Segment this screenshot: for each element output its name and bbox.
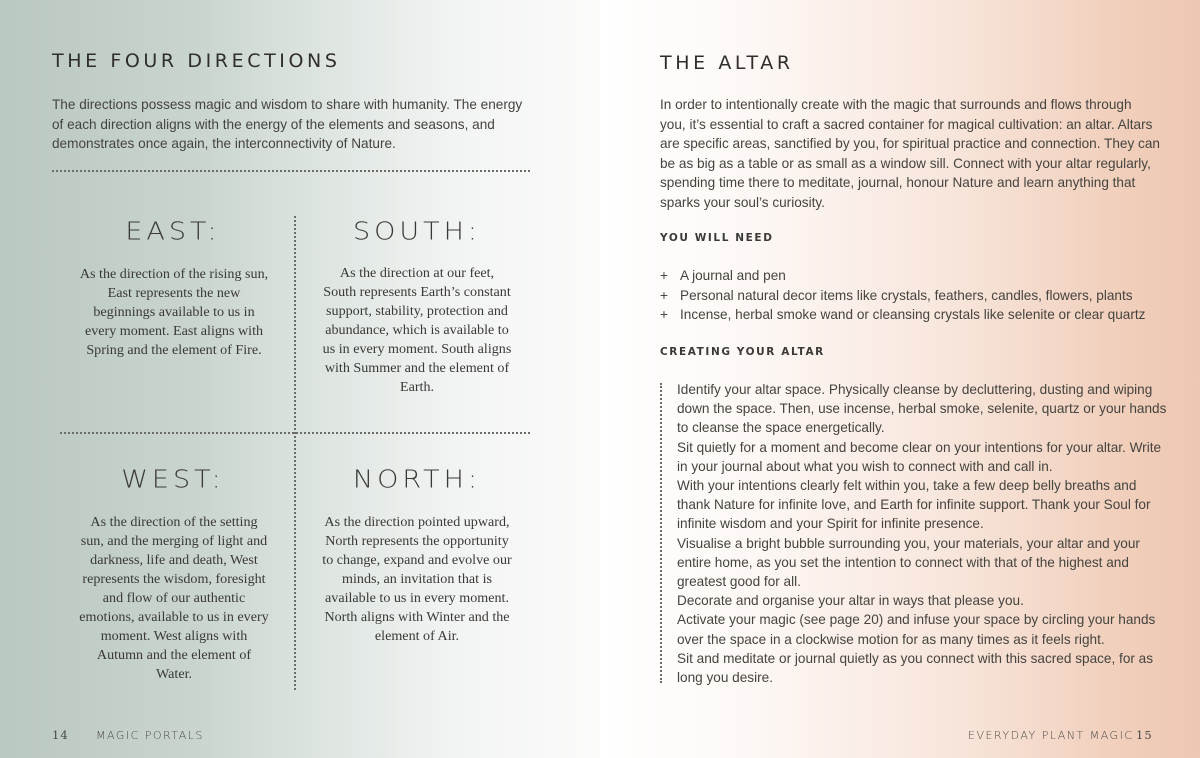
list-item-text: A journal and pen: [680, 268, 786, 283]
south-title: SOUTH:: [352, 217, 482, 246]
divider-top-rule: [52, 170, 530, 172]
creating-your-altar-heading: CREATING YOUR ALTAR: [660, 346, 825, 358]
south-text: As the direction at our feet, South represents Earth’s constant support, stability, protection and abundance, which is available to us in every moment. South aligns with Summer and the element of Earth.: [322, 265, 512, 395]
list-item: Visualise a bright bubble surrounding you, your materials, your altar and your entire home, as you set the intention to connect with that of the highest and greatest good for all.: [677, 535, 1140, 590]
list-item: [660, 266, 1170, 286]
list-item: [660, 286, 1170, 306]
right-page: [600, 0, 1200, 758]
four-directions-title: THE FOUR DIRECTIONS: [52, 50, 341, 72]
altar-intro: In order to intentionally create with the magic that surrounds and flows through you, it’s essential to craft a sacred container for magical cultivation: an altar. Altars are specific areas, sanctified by you, for spiritual practice and connection. They can be as big as a table or as small as a window sill. Connect with your altar regularly, spending time there to meditate, journal, honour Nature and learn anything that sparks your soul’s curiosity.: [660, 97, 1160, 210]
north-title: NORTH:: [352, 465, 482, 494]
list-item: With your intentions clearly felt within you, take a few deep belly breaths and thank Nature for infinite love, and Earth for infinite support. Thank your Soul for infinite wisdom and your Spirit for infinite presence.: [677, 478, 1151, 532]
you-will-need-heading: YOU WILL NEED: [660, 232, 774, 244]
list-item: Sit and meditate or journal quietly as you connect with this sacred space, for as long you desire.: [677, 650, 1154, 686]
left-running-head: MAGIC PORTALS: [96, 729, 204, 742]
list-item: Sit quietly for a moment and become clear on your intentions for your altar. Write in your journal about what you wish to connect with and call in.: [677, 439, 1162, 474]
list-item: [660, 305, 1170, 325]
right-page-number: 15: [1136, 728, 1153, 742]
list-item-text: Incense, herbal smoke wand or cleansing crystals like selenite or clear quartz: [680, 307, 1146, 322]
north-text: As the direction pointed upward, North represents the opportunity to change, expand and evolve our minds, an invitation that is available to us in every moment. North aligns with Winter and the element of Air.: [322, 514, 512, 644]
plus-bullet-icon: +: [660, 287, 668, 303]
plus-bullet-icon: +: [660, 268, 668, 283]
divider-middle-rule: [60, 432, 530, 434]
left-page-number: 14: [52, 728, 69, 742]
list-item: Activate your magic (see page 20) and infuse your space by circling your hands over the space in a clockwise motion for as many times as it feels right.: [677, 612, 1156, 647]
you-will-need-list: [660, 266, 1170, 325]
right-running-head: EVERYDAY PLANT MAGIC: [968, 729, 1134, 742]
east-title: EAST:: [125, 217, 221, 246]
list-item: Decorate and organise your altar in ways that please you.: [677, 593, 1024, 609]
four-directions-intro: The directions possess magic and wisdom to share with humanity. The energy of each direction aligns with the energy of the elements and seasons, and demonstrates once again, the interconnectivity of Nature.: [52, 97, 523, 151]
divider-vertical-rule: [294, 216, 296, 690]
west-text: As the direction of the setting sun, and the merging of light and darkness, life and death, West represents the wisdom, foresight and flow of our authentic emotions, available to us in every moment. West aligns with Autumn and the element of Water.: [79, 514, 269, 682]
list-item: Identify your altar space. Physically cleanse by decluttering, dusting and wiping down the space. Then, use incense, herbal smoke, selenite, quartz or your hands to cleanse the space energetically.: [677, 382, 1167, 436]
steps-vertical-rule: [660, 383, 662, 683]
creating-steps-list: [677, 380, 1167, 687]
altar-title: THE ALTAR: [660, 52, 794, 74]
west-title: WEST:: [121, 465, 225, 494]
plus-bullet-icon: +: [660, 307, 668, 322]
list-item-text: Personal natural decor items like crystals, feathers, candles, flowers, plants: [680, 287, 1133, 303]
east-text: As the direction of the rising sun, East represents the new beginnings available to us in every moment. East aligns with Spring and the element of Fire.: [79, 266, 269, 358]
